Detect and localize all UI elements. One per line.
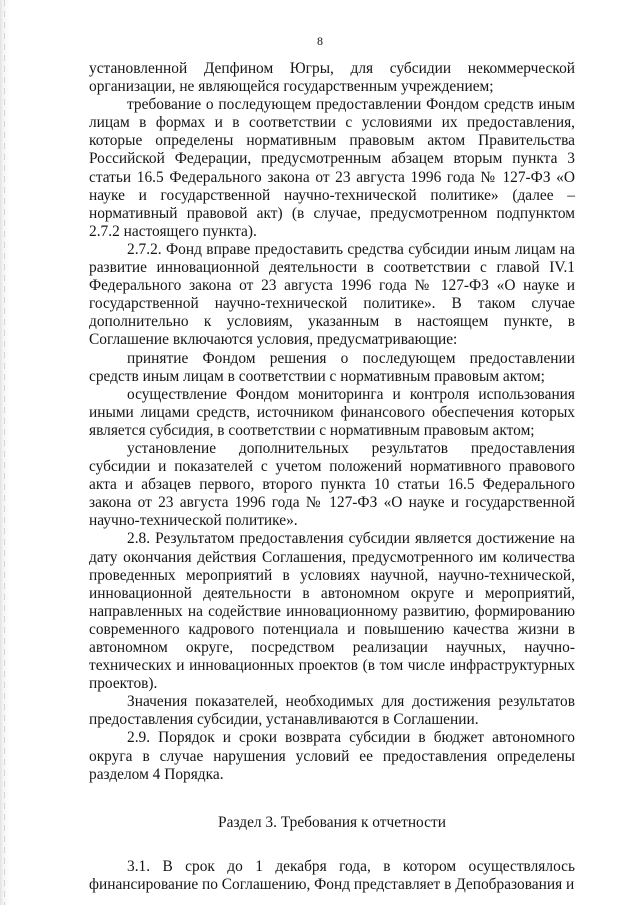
document-body — [89, 60, 575, 894]
paragraph: установление дополнительных результатов предоставления субсидии и показателей с учетом положений нормативного правового акта и абзацев первого, второго пункта 10 статьи 16.5 Федерального закона от 23 августа 1996 года № 127-ФЗ «О науке и государственной научно-технической политике». — [89, 439, 575, 530]
paragraph-2-8: 2.8. Результатом предоставления субсидии является достижение на дату окончания действия Соглашения, предусмотренного им количества проведенных мероприятий в условиях научной, научно-технической, инновационной деятельности в автономном округе и мероприятий, направленных на содействие инновационному развитию, формированию современного кадрового потенциала и повышению качества жизни в автономном округе, посредством реализации научных, научно-технических и инновационных проектов (в том числе инфраструктурных проектов). — [89, 530, 575, 693]
paragraph: требование о последующем предоставлении Фондом средств иным лицам в формах и в соответствии с условиями их предоставления, которые определены нормативным правовым актом Правительства Российской Федерации, предусмотренным абзацем вторым пункта 3 статьи 16.5 Федерального закона от 23 августа 1996 года № 127-ФЗ «О науке и государственной научно-технической политике» (далее – нормативный правовой акт) (в случае, предусмотренном подпунктом 2.7.2 настоящего пункта). — [89, 96, 575, 240]
section-heading: Раздел 3. Требования к отчетности — [218, 813, 446, 831]
paragraph-2-7-2: 2.7.2. Фонд вправе предоставить средства субсидии иным лицам на развитие инновационной деятельности в соответствии с главой IV.1 Федерального закона от 23 августа 1996 года № 127-ФЗ «О науке и государственной научно-технической политике». В таком случае дополнительно к условиям, указанным в настоящем пункте, в Соглашение включаются условия, предусматривающие: — [89, 240, 575, 349]
paragraph-3-1: 3.1. В срок до 1 декабря года, в котором осуществлялось финансирование по Соглашению, Фонд представляет в Депобразования и — [89, 857, 575, 893]
paragraph-continuation: установленной Депфином Югры, для субсидии некоммерческой организации, не являющейся государственным учреждением; — [89, 60, 575, 96]
paragraph: Значения показателей, необходимых для достижения результатов предоставления субсидии, устанавливаются в Соглашении. — [89, 693, 575, 729]
page-number: 8 — [317, 34, 323, 48]
paragraph: осуществление Фондом мониторинга и контроля использования иными лицами средств, источником финансового обеспечения которых является субсидия, в соответствии с нормативным правовым актом; — [89, 385, 575, 439]
paragraph: принятие Фондом решения о последующем предоставлении средств иным лицам в соответствии с нормативным правовым актом; — [89, 349, 575, 385]
scan-edge-shadow — [0, 0, 12, 905]
paragraph-2-9: 2.9. Порядок и сроки возврата субсидии в бюджет автономного округа в случае нарушения условий ее предоставления определены разделом 4 Порядка. — [89, 729, 575, 783]
